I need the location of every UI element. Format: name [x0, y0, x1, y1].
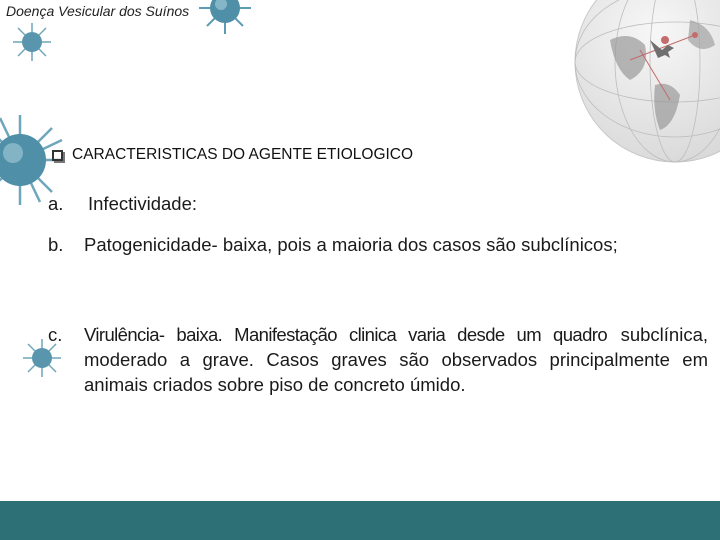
- list-item: [48, 322, 708, 397]
- list-item: [48, 191, 197, 216]
- virus-icon: [10, 20, 54, 64]
- slide-title: Doença Vesicular dos Suínos: [6, 3, 190, 19]
- item-text: baixa, pois a maioria dos casos são subclínicos;: [217, 234, 618, 255]
- virus-icon: [195, 0, 255, 38]
- section-heading: [52, 146, 413, 164]
- item-text-line1: baixa. Manifestação clinica varia desde um quadro: [164, 324, 608, 345]
- list-marker: a.: [48, 193, 64, 214]
- item-text: subclínica, moderado a grave. Casos graves são observados principalmente em animais criados sobre piso de concreto úmido.: [84, 324, 708, 395]
- list-marker: b.: [48, 234, 64, 255]
- footer-bar: [0, 501, 720, 540]
- checkbox-bullet-icon: [52, 150, 63, 161]
- item-label: Virulência-: [84, 324, 165, 345]
- item-label: Patogenicidade-: [84, 234, 218, 255]
- list-marker: c.: [48, 324, 63, 345]
- section-heading-text: CARACTERISTICAS DO AGENTE ETIOLOGICO: [72, 146, 414, 163]
- item-label: Infectividade:: [88, 193, 198, 214]
- list-item: [48, 232, 708, 257]
- globe-network-icon: [570, 0, 720, 170]
